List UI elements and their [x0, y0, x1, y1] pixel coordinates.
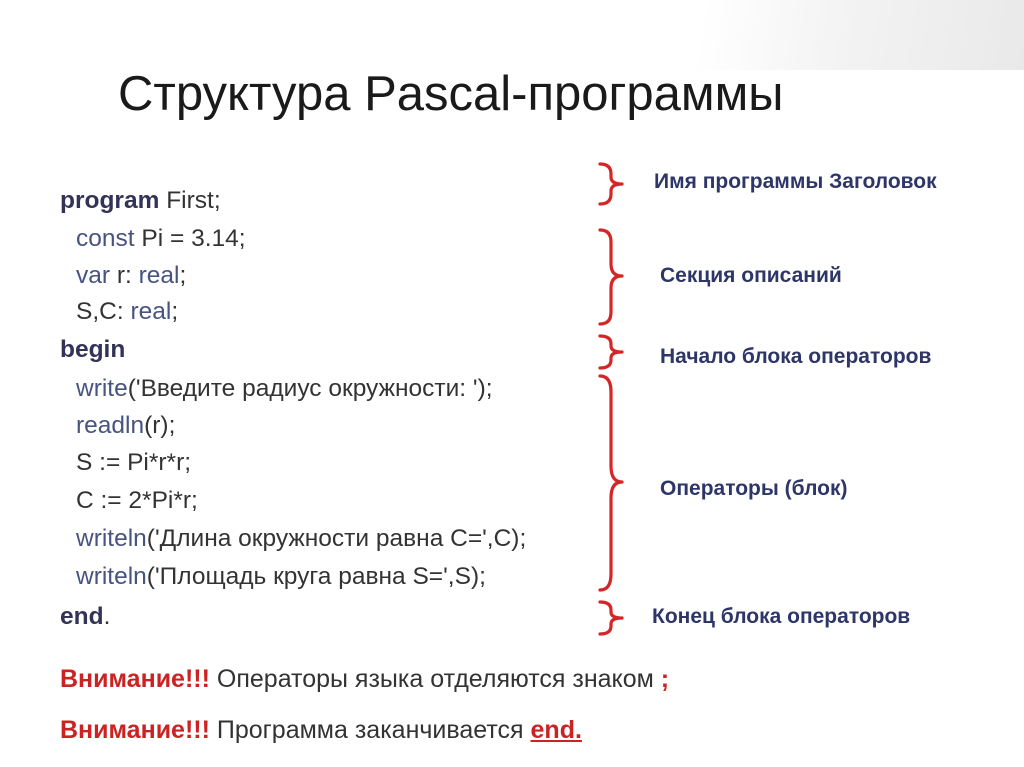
brace-descriptions [600, 230, 622, 324]
code-text: ('Площадь круга равна S=',S); [146, 563, 486, 590]
code-text: r: [110, 262, 139, 289]
label-descriptions: Секция описаний [660, 264, 842, 287]
label-begin: Начало блока операторов [660, 345, 932, 368]
brace-begin [600, 336, 622, 368]
brace-end [600, 602, 622, 634]
keyword: var [76, 262, 111, 289]
note-separator [60, 665, 669, 694]
code-text: ; [171, 298, 179, 325]
note-text: Программа заканчивается [209, 716, 531, 744]
note-text: Операторы языка отделяются знаком [209, 665, 661, 693]
warning-text: Внимание!!! [60, 716, 210, 744]
code-text: . [103, 603, 111, 630]
keyword: begin [60, 336, 126, 363]
function-name: readln [76, 412, 145, 439]
code-text: ; [179, 262, 187, 289]
function-name: writeln [76, 525, 147, 552]
code-text: First; [159, 187, 221, 214]
end-keyword: end. [530, 716, 582, 744]
label-end: Конец блока операторов [652, 605, 911, 628]
brace-operators [600, 376, 622, 590]
note-end [60, 716, 582, 745]
label-operators: Операторы (блок) [660, 477, 848, 500]
function-name: write [76, 375, 128, 402]
keyword: end [60, 603, 104, 630]
code-text: S := Pi*r*r; [76, 449, 192, 476]
slide-title: Структура Pascal-программы [118, 67, 784, 121]
code-text: C := 2*Pi*r; [76, 487, 198, 514]
code-text: Pi = 3.14; [134, 225, 246, 252]
type-keyword: real [138, 262, 180, 289]
brace-header [600, 164, 622, 204]
semicolon-mark: ; [660, 665, 670, 693]
code-text: S,C: [76, 298, 131, 325]
function-name: writeln [76, 563, 147, 590]
warning-text: Внимание!!! [60, 665, 210, 693]
label-header: Имя программы Заголовок [654, 170, 937, 193]
keyword: program [60, 187, 160, 214]
code-text: ('Введите радиус окружности: '); [127, 375, 493, 402]
code-text: (r); [144, 412, 176, 439]
type-keyword: real [130, 298, 172, 325]
keyword: const [76, 225, 135, 252]
code-text: ('Длина окружности равна C=',C); [146, 525, 527, 552]
